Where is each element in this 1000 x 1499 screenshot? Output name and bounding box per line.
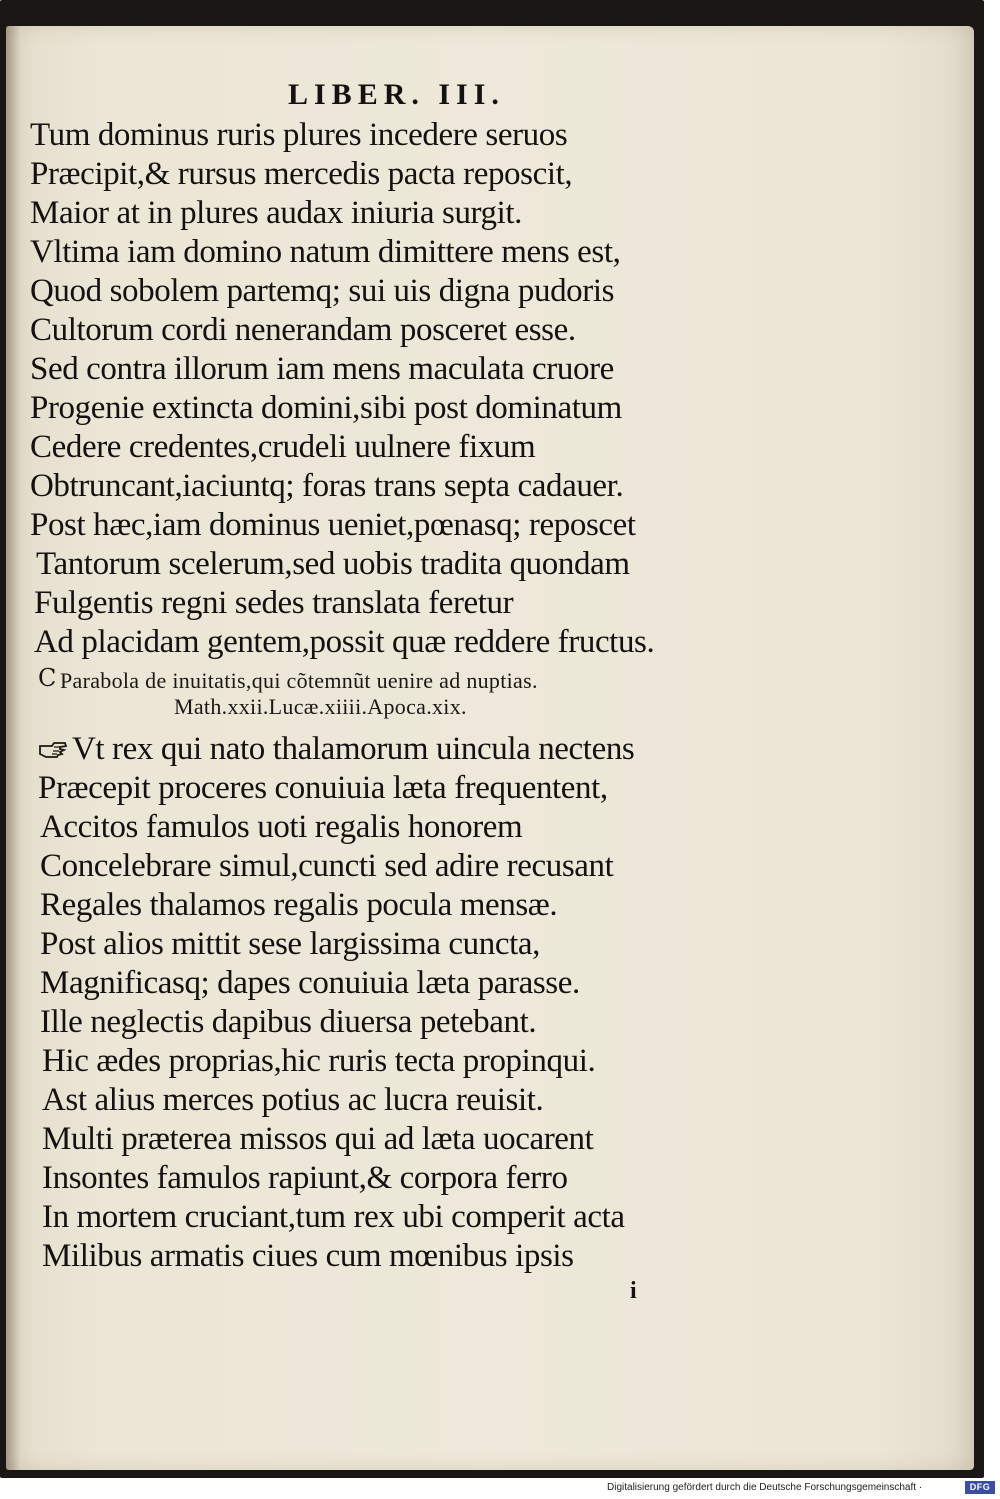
verse-line: Magnificasq; dapes conuiuia læta parasse. (40, 965, 580, 1001)
section-heading-reference: Math.xxii.Lucæ.xiiii.Apoca.xix. (174, 694, 467, 719)
verse-line: Vltima iam domino natum dimittere mens est, (30, 234, 621, 270)
verse-line: Insontes famulos rapiunt,& corpora ferro (42, 1160, 568, 1196)
verse-line: Progenie extincta domini,sibi post dominatum (30, 390, 622, 426)
verse-line: Maior at in plures audax iniuria surgit. (30, 195, 523, 231)
verse-line: Tum dominus ruris plures incedere seruos (30, 117, 568, 153)
footer-credit: Digitalisierung gefördert durch die Deutsche Forschungsgemeinschaft · (607, 1482, 923, 1493)
pilcrow-icon: C (38, 664, 57, 692)
verse-line: Præcepit proceres conuiuia læta frequentent, (38, 770, 608, 806)
section-heading: Parabola de inuitatis,qui cõtemnũt uenire ad nuptias. (60, 668, 538, 693)
running-head: LIBER. III. (288, 78, 505, 111)
page-spine-shadow (6, 26, 20, 1470)
verse-line: Ast alius merces potius ac lucra reuisit. (42, 1082, 544, 1118)
verse-line: Regales thalamos regalis pocula mensæ. (40, 887, 558, 923)
verse-line: Præcipit,& rursus mercedis pacta reposcit, (30, 156, 573, 192)
verse-line: Multi præterea missos qui ad læta uocarent (42, 1121, 594, 1157)
signature-mark: i (630, 1278, 637, 1304)
verse-line: Cedere credentes,crudeli uulnere fixum (30, 429, 536, 465)
verse-line: Sed contra illorum iam mens maculata cruore (30, 351, 614, 387)
verse-line: Accitos famulos uoti regalis honorem (40, 809, 523, 845)
verse-line: Quod sobolem partemq; sui uis digna pudoris (30, 273, 615, 309)
verse-line: Post hæc,iam dominus ueniet,pœnasq; reposcet (30, 507, 636, 543)
verse-line: Post alios mittit sese largissima cuncta, (40, 926, 540, 962)
dfg-logo[interactable]: DFG (965, 1481, 995, 1494)
verse-line: Ad placidam gentem,possit quæ reddere fructus. (34, 624, 655, 660)
verse-line: Concelebrare simul,cuncti sed adire recusant (40, 848, 614, 884)
verse-line: Milibus armatis ciues cum mœnibus ipsis (42, 1238, 574, 1274)
verse-line: Fulgentis regni sedes translata feretur (34, 585, 514, 621)
manicule-icon (38, 740, 68, 760)
verse-line: Cultorum cordi nenerandam posceret esse. (30, 312, 576, 348)
verse-line: In mortem cruciant,tum rex ubi comperit acta (42, 1199, 625, 1235)
verse-line: Ille neglectis dapibus diuersa petebant. (40, 1004, 537, 1040)
verse-line: Vt rex qui nato thalamorum uincula nectens (72, 731, 635, 767)
verse-line: Hic ædes proprias,hic ruris tecta propinqui. (42, 1043, 596, 1079)
verse-line: Tantorum scelerum,sed uobis tradita quondam (36, 546, 630, 582)
book-page (6, 26, 974, 1470)
verse-line: Obtruncant,iaciuntq; foras trans septa cadauer. (30, 468, 624, 504)
